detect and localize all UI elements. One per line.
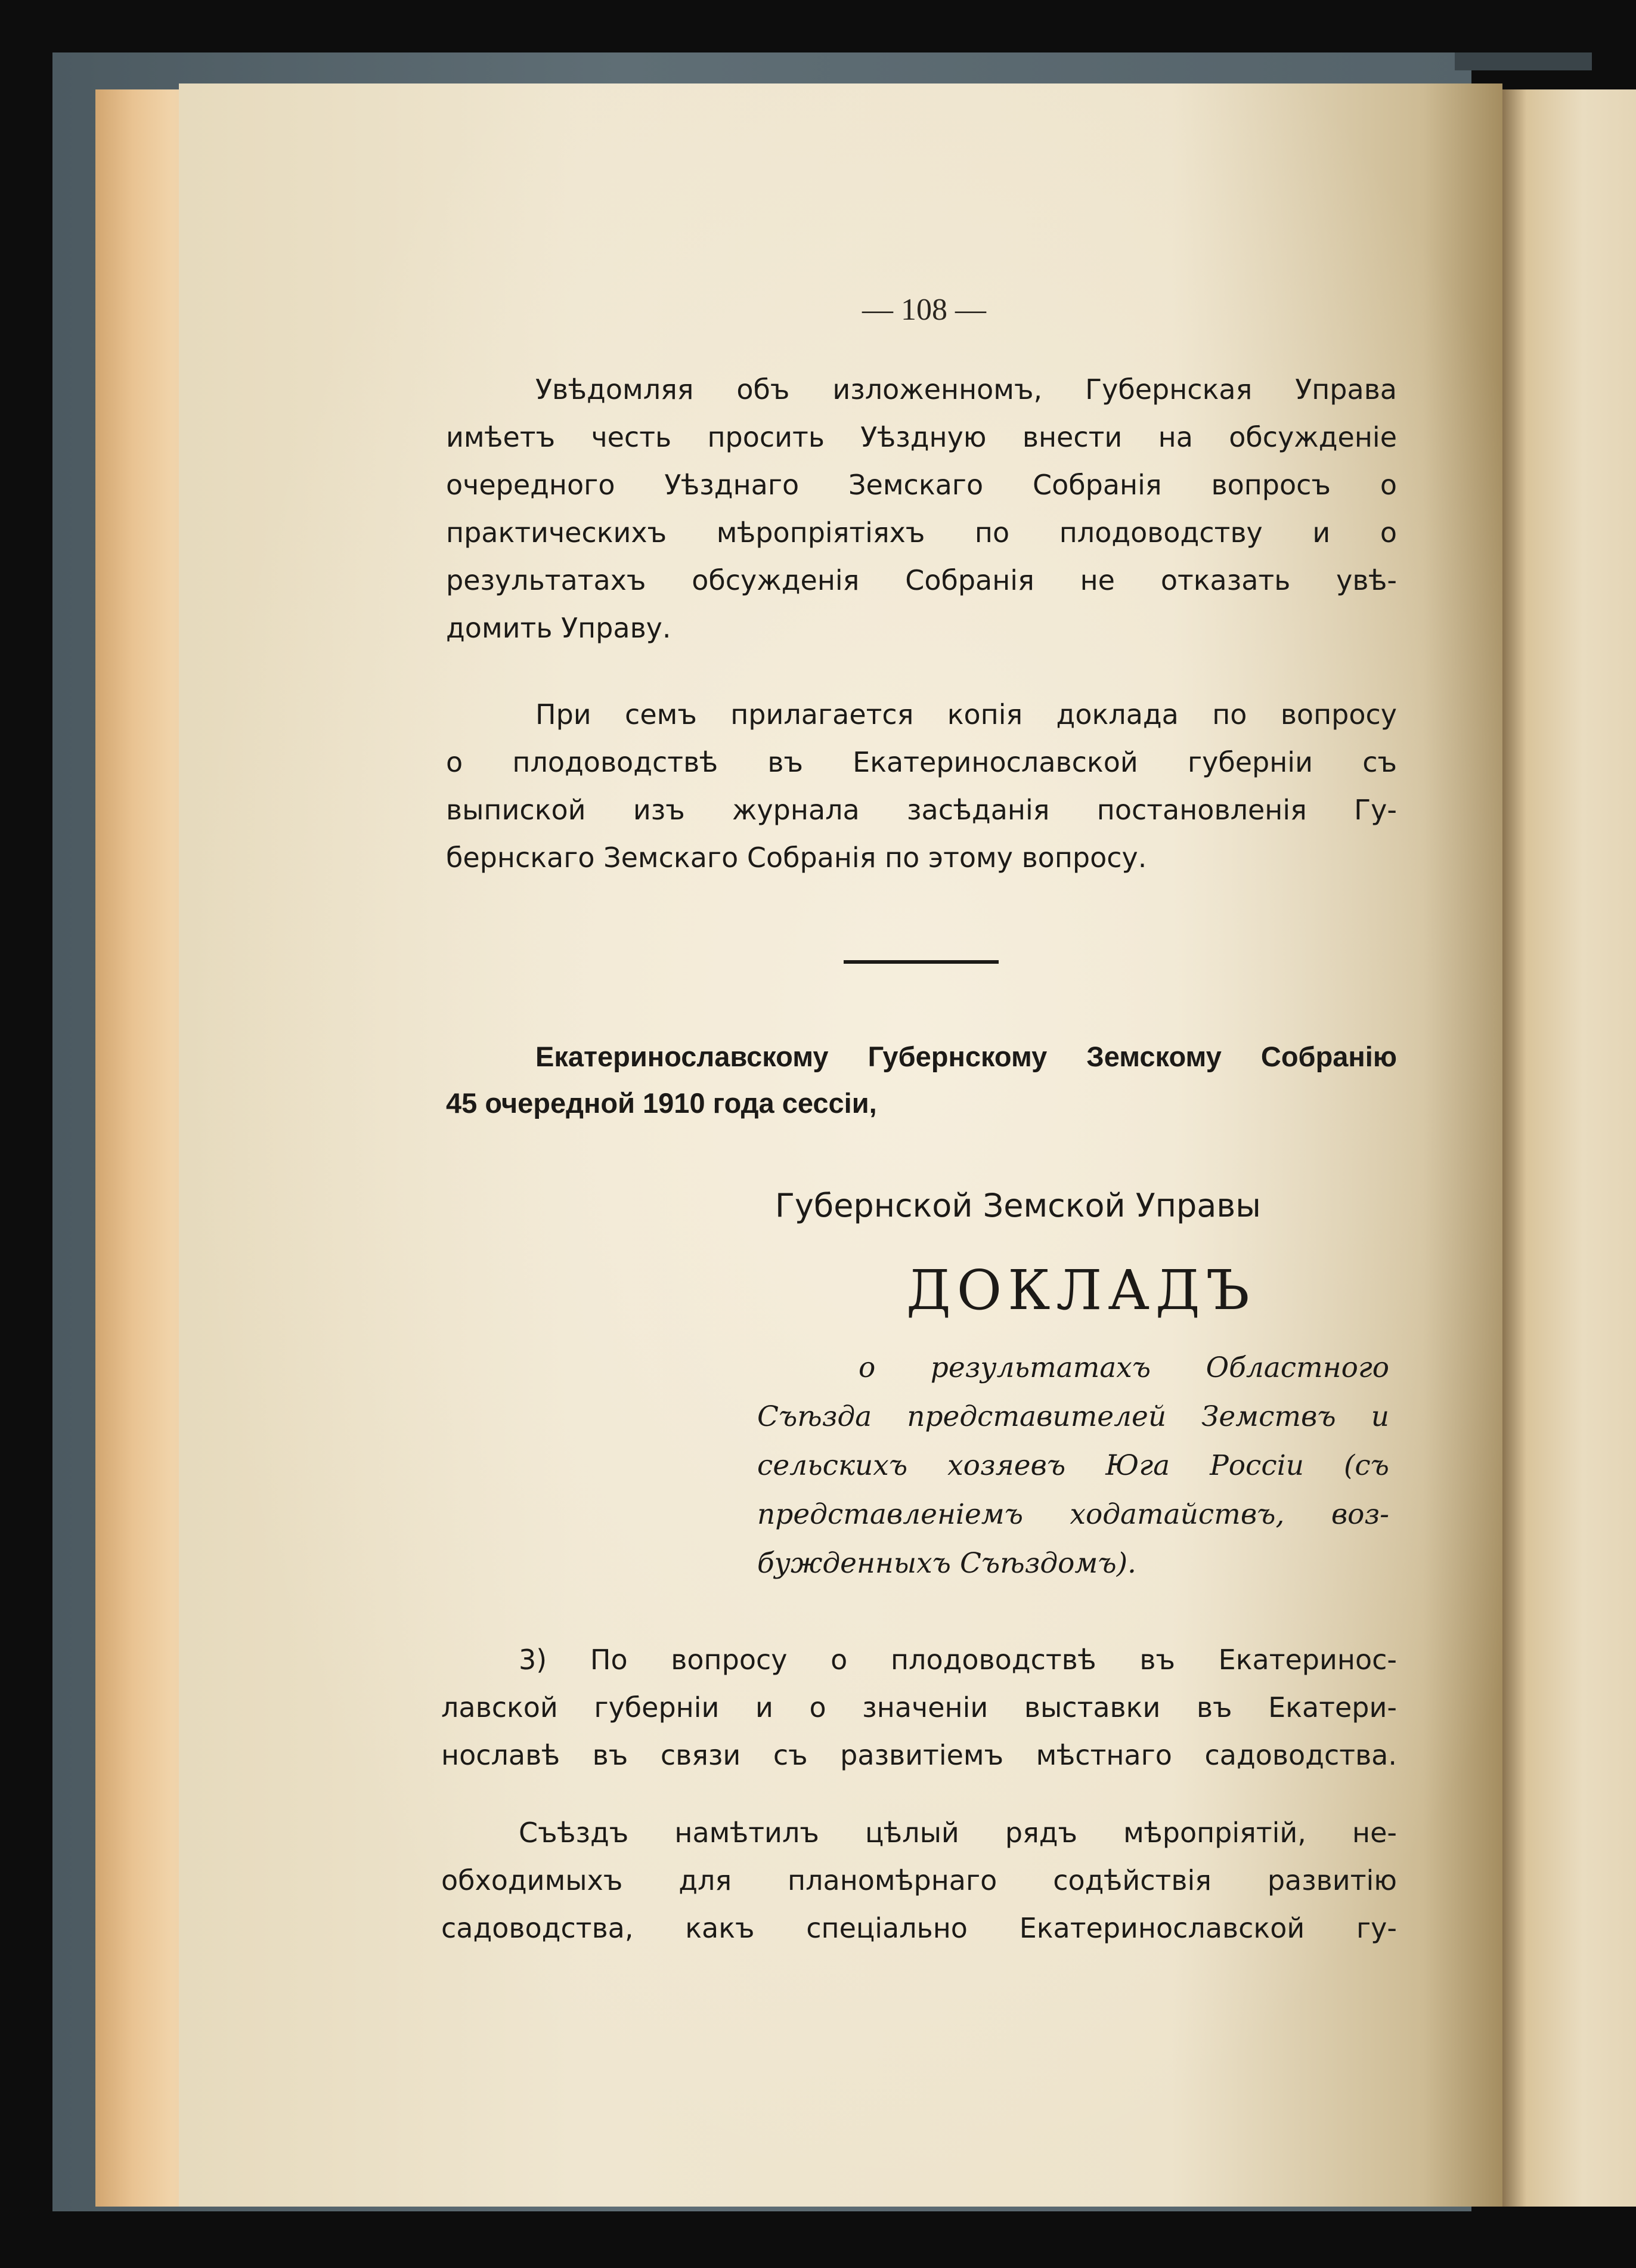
addressee-line: 45 очередной 1910 года сессіи,: [446, 1087, 877, 1119]
paragraph-line: При семъ прилагается копія доклада по вопросу: [535, 698, 1397, 731]
paragraph-line: Увѣдомляя объ изложенномъ, Губернская Управа: [535, 373, 1397, 406]
subtitle-line: сельскихъ хозяевъ Юга Россіи (съ: [757, 1449, 1389, 1482]
paragraph-line: нославѣ въ связи съ развитіемъ мѣстнаго садоводства.: [441, 1739, 1397, 1771]
paragraph-2: [446, 698, 1397, 892]
paragraph-line: обходимыхъ для планомѣрнаго содѣйствія развитію: [441, 1864, 1397, 1896]
paragraph-line: бернскаго Земскаго Собранія по этому вопросу.: [446, 841, 1147, 874]
paragraph-line: Съѣздъ намѣтилъ цѣлый рядъ мѣропріятій, не-: [519, 1817, 1397, 1849]
section-divider: [844, 960, 999, 964]
paragraph-line: домить Управу.: [446, 612, 671, 644]
paragraph-line: выпиской изъ журнала засѣданія постановленія Гу-: [446, 794, 1397, 826]
paragraph-line: садоводства, какъ спеціально Екатеринославской гу-: [441, 1912, 1397, 1944]
cover-edge: [1455, 52, 1592, 70]
paragraph-line: лавской губерніи и о значеніи выставки въ Екатери-: [441, 1691, 1397, 1724]
addressee-line: Екатеринославскому Губернскому Земскому Собранію: [535, 1041, 1397, 1072]
paragraph-line: 3) По вопросу о плодоводствѣ въ Екатеринос-: [519, 1644, 1397, 1676]
paragraph-4: [441, 1819, 1397, 1962]
paragraph-line: о плодоводствѣ въ Екатеринославской губерніи съ: [446, 746, 1397, 778]
document-subtitle: [757, 1351, 1389, 1604]
paragraph-3: [441, 1646, 1397, 1789]
paragraph-line: очередного Уѣзднаго Земскаго Собранія вопросъ о: [446, 469, 1397, 501]
facing-page-edge: [1502, 89, 1636, 2207]
subtitle-line: о результатахъ Областного: [859, 1351, 1389, 1384]
subtitle-line: бужденныхъ Съѣздомъ).: [757, 1547, 1136, 1580]
subtitle-line: представленіемъ ходатайствъ, воз-: [757, 1498, 1389, 1531]
addressee: [446, 1042, 1397, 1138]
page-number: — 108 —: [862, 293, 986, 327]
paragraph-line: результатахъ обсужденія Собранія не отказать увѣ-: [446, 564, 1397, 596]
subtitle-line: Съѣзда представителей Земствъ и: [757, 1400, 1389, 1433]
issuer-line: Губернской Земской Управы: [775, 1187, 1261, 1224]
document-title: ДОКЛАДЪ: [906, 1258, 1256, 1322]
paragraph-1: [446, 373, 1397, 662]
paragraph-line: практическихъ мѣропріятіяхъ по плодоводству и о: [446, 516, 1397, 549]
paragraph-line: имѣетъ честь просить Уѣздную внести на обсужденіе: [446, 421, 1397, 453]
